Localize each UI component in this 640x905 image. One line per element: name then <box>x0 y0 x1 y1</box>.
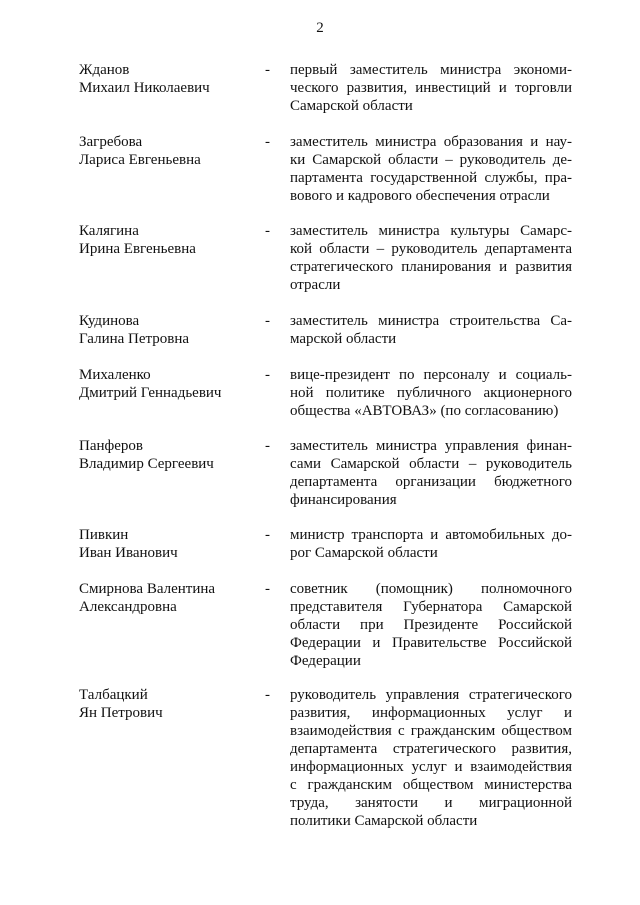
position-line: стратегического планирования и развития <box>290 259 572 275</box>
member-position <box>290 61 572 115</box>
member-given-names: Михаил Николаевич <box>79 80 210 96</box>
position-line: ки Самарской области – руководитель де- <box>290 152 572 168</box>
position-line: области при Президенте Российской <box>290 617 572 633</box>
separator-dash: - <box>265 134 270 150</box>
position-line: советник (помощник) полномочного <box>290 581 572 597</box>
member-name <box>79 366 254 402</box>
member-given-names: Лариса Евгеньевна <box>79 152 201 168</box>
member-surname: Пивкин <box>79 527 129 543</box>
position-line: заместитель министра культуры Самарс- <box>290 223 572 239</box>
position-line: Федерации <box>290 653 361 669</box>
position-line: первый заместитель министра экономи- <box>290 62 572 78</box>
position-line: труда, занятости и миграционной <box>290 795 572 811</box>
member-given-names: Галина Петровна <box>79 331 190 347</box>
position-line: руководитель управления стратегического <box>290 687 572 703</box>
position-line: отрасли <box>290 277 341 293</box>
position-line: Федерации и Правительстве Российской <box>290 635 572 651</box>
member-surname: Кудинова <box>79 313 140 329</box>
separator-dash: - <box>265 527 270 543</box>
member-surname: Жданов <box>79 62 130 78</box>
separator-dash: - <box>265 62 270 78</box>
member-surname: Михаленко <box>79 367 151 383</box>
separator-dash: - <box>265 367 270 383</box>
separator-dash: - <box>265 223 270 239</box>
member-given-names: Ирина Евгеньевна <box>79 241 196 257</box>
position-line: заместитель министра строительства Са- <box>290 313 572 329</box>
position-line: сами Самарской области – руководитель <box>290 456 572 472</box>
member-position <box>290 580 572 670</box>
member-name <box>79 580 254 616</box>
position-line: общества «АВТОВАЗ» (по согласованию) <box>290 403 559 419</box>
member-surname: Талбацкий <box>79 687 148 703</box>
member-surname: Смирнова Валентина <box>79 581 216 597</box>
position-line: финансирования <box>290 492 397 508</box>
position-line: заместитель министра управления финан- <box>290 438 572 454</box>
position-line: развития, информационных услуг и <box>290 705 572 721</box>
position-line: политики Самарской области <box>290 813 478 829</box>
position-line: кой области – руководитель департамента <box>290 241 572 257</box>
member-position <box>290 222 572 294</box>
position-line: партамента государственной службы, пра- <box>290 170 572 186</box>
position-line: с гражданским обществом министерства <box>290 777 572 793</box>
member-surname: Панферов <box>79 438 143 454</box>
member-name <box>79 61 254 97</box>
member-given-names: Дмитрий Геннадьевич <box>79 385 222 401</box>
position-line: департамента стратегического развития, <box>290 741 572 757</box>
position-line: ной политике публичного акционерного <box>290 385 572 401</box>
separator-dash: - <box>265 687 270 703</box>
position-line: заместитель министра образования и нау- <box>290 134 572 150</box>
member-surname: Калягина <box>79 223 139 239</box>
position-line: рог Самарской области <box>290 545 438 561</box>
separator-dash: - <box>265 581 270 597</box>
position-line: ческого развития, инвестиций и торговли <box>290 80 572 96</box>
member-position <box>290 437 572 509</box>
member-position <box>290 686 572 830</box>
position-line: министр транспорта и автомобильных до- <box>290 527 572 543</box>
member-name <box>79 437 254 473</box>
position-line: информационных услуг и взаимодействия <box>290 759 572 775</box>
position-line: марской области <box>290 331 397 347</box>
member-position <box>290 312 572 348</box>
member-name <box>79 222 254 258</box>
page-number: 2 <box>316 20 324 36</box>
separator-dash: - <box>265 313 270 329</box>
member-given-names: Иван Иванович <box>79 545 178 561</box>
member-name <box>79 686 254 722</box>
member-given-names: Владимир Сергеевич <box>79 456 214 472</box>
member-surname: Загребова <box>79 134 143 150</box>
member-name <box>79 312 254 348</box>
member-position <box>290 366 572 420</box>
position-line: вового и кадрового обеспечения отрасли <box>290 188 550 204</box>
member-position <box>290 133 572 205</box>
member-given-names: Александровна <box>79 599 177 615</box>
member-position <box>290 526 572 562</box>
position-line: департамента организации бюджетного <box>290 474 572 490</box>
member-given-names: Ян Петрович <box>79 705 163 721</box>
member-name <box>79 526 254 562</box>
separator-dash: - <box>265 438 270 454</box>
position-line: представителя Губернатора Самарской <box>290 599 572 615</box>
position-line: взаимодействия с гражданским обществом <box>290 723 572 739</box>
position-line: Самарской области <box>290 98 413 114</box>
position-line: вице-президент по персоналу и социаль- <box>290 367 572 383</box>
member-name <box>79 133 254 169</box>
